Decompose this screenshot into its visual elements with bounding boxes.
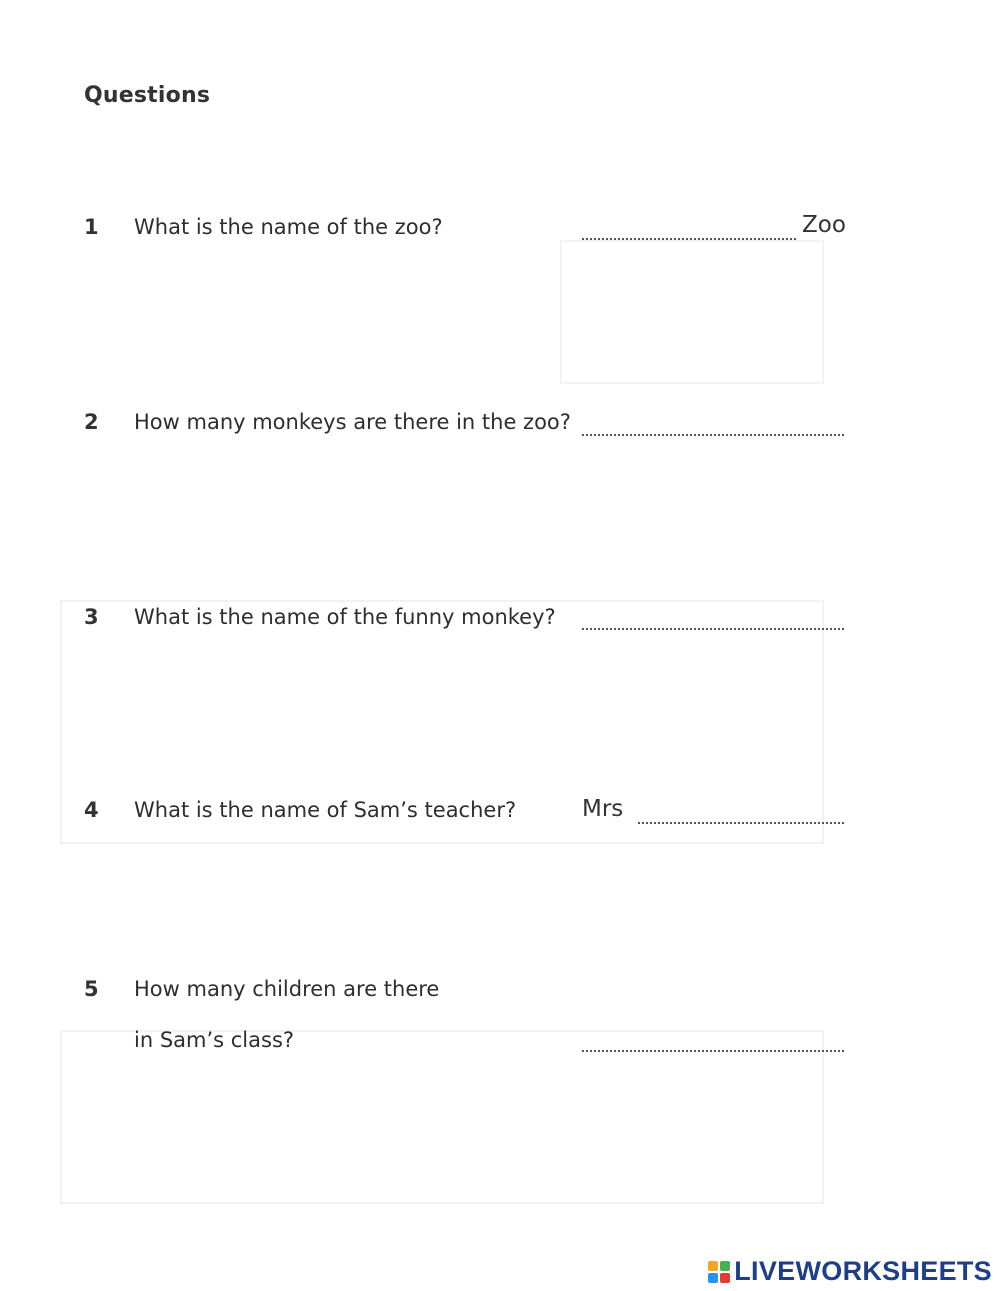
answer-blank-2[interactable] <box>582 434 844 436</box>
answer-blank-5[interactable] <box>582 1050 844 1052</box>
logo-grid-icon <box>708 1261 730 1283</box>
answer-suffix: Zoo <box>802 212 846 238</box>
question-text: What is the name of the zoo? <box>134 215 443 239</box>
answer-blank-4[interactable] <box>638 822 844 824</box>
question-number: 2 <box>84 410 99 434</box>
logo-text: LIVEWORKSHEETS <box>734 1256 992 1286</box>
answer-blank-1[interactable] <box>582 238 796 240</box>
logo-square <box>708 1273 718 1283</box>
question-text: What is the name of Sam’s teacher? <box>134 798 517 822</box>
question-number: 4 <box>84 798 99 822</box>
logo-square <box>720 1273 730 1283</box>
ghost-box <box>560 240 824 384</box>
question-number: 1 <box>84 215 99 239</box>
answer-prefix: Mrs <box>582 796 624 822</box>
page-title: Questions <box>84 83 211 108</box>
question-text: What is the name of the funny monkey? <box>134 605 556 629</box>
answer-blank-3[interactable] <box>582 628 844 630</box>
question-text: How many children are there <box>134 977 440 1001</box>
ghost-box <box>60 1030 824 1204</box>
logo-square <box>720 1261 730 1271</box>
question-text: How many monkeys are there in the zoo? <box>134 410 571 434</box>
question-text-continued: in Sam’s class? <box>134 1028 295 1052</box>
liveworksheets-logo <box>708 1256 992 1287</box>
logo-square <box>708 1261 718 1271</box>
question-number: 3 <box>84 605 99 629</box>
question-number: 5 <box>84 977 99 1001</box>
